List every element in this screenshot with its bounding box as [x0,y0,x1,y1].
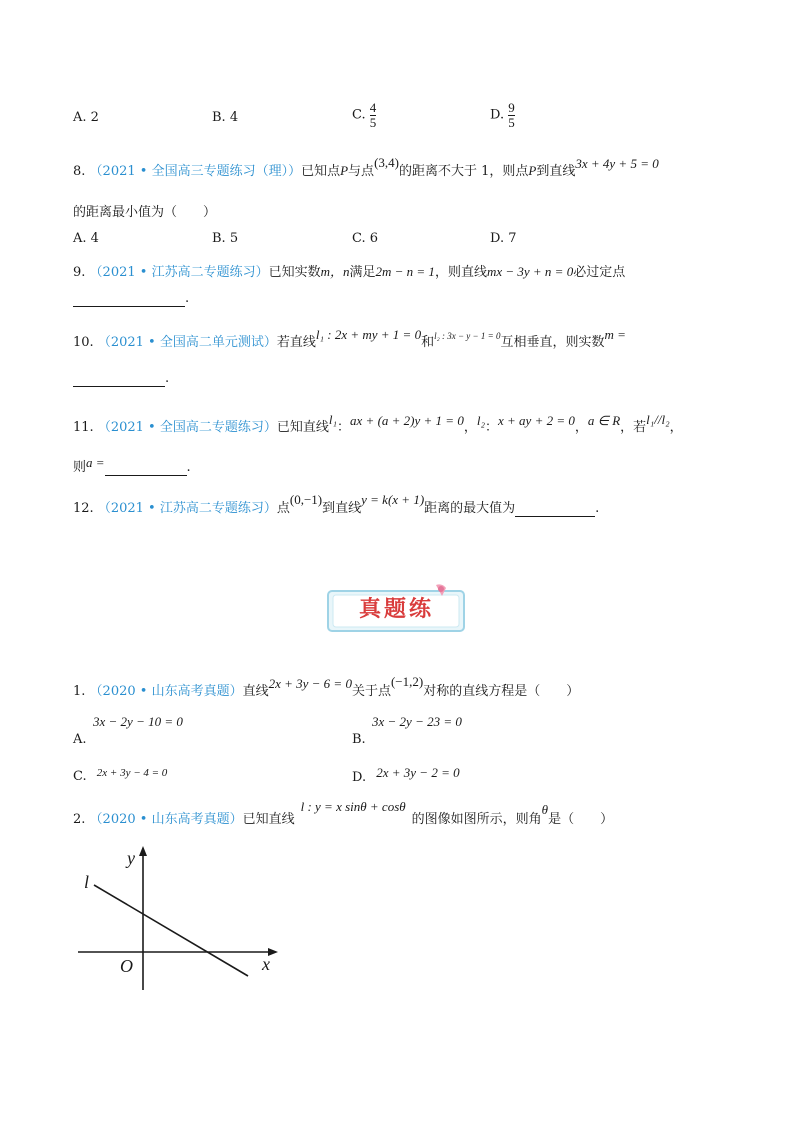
option-c-label: C. [73,769,87,784]
text: ： [484,420,498,435]
condition-equation: 2m − n = 1 [375,264,435,279]
question-source: （2020 • 山东高考真题） [89,684,243,699]
exam-q1-option-a [73,714,183,747]
text: ， [463,420,477,435]
q8-option-b: B. 5 [212,231,239,246]
text: ， [669,420,683,435]
y-axis-label: y [127,848,135,868]
question-source: （2021 • 全国高二专题练习） [97,420,277,435]
option-c-equation: 2x + 3y − 4 = 0 [96,767,168,779]
text: 满足 [349,265,376,280]
point-coords: (3,4) [374,155,399,170]
q8-option-d: D. 7 [490,231,517,246]
q7-option-c-label: C. [352,107,366,123]
variable-a: a = [86,455,105,470]
q7-option-d-fraction [508,101,515,129]
section-title: 真题练 [358,596,434,622]
exam-q1-option-c [73,765,168,784]
option-d-label: D. [352,770,367,785]
question-8-line2: 的距离最小值为（ ） [73,205,217,220]
condition: a ∈ R [587,413,621,428]
question-number: 10. [73,335,94,350]
text: 到直线 [322,501,362,516]
text: 的距离不大于 1，则点 [398,164,529,179]
point-p: P [340,163,349,178]
denominator: 5 [508,114,515,130]
text: . [165,371,170,386]
text: ， [574,420,588,435]
text: 对称的直线方程是（ ） [423,684,580,699]
point-coords: (−1,2) [390,674,424,689]
option-d-equation: 2x + 3y − 2 = 0 [376,765,460,780]
line-equation: 3x + 4y + 5 = 0 [575,156,659,171]
denominator: 5 [369,114,377,130]
text: 则 [73,460,87,475]
text: 已知直线 [276,420,329,435]
text: ： [337,420,351,435]
text: . [595,501,600,516]
q7-option-c [352,101,376,129]
line-l2-equation: l₂ : 3x − y − 1 = 0 [434,331,501,341]
question-source: （2021 • 江苏高二专题练习） [97,501,277,516]
text: 已知直线 [242,812,295,827]
line-l2-label: l₂ [476,413,485,428]
line-l1-equation: ax + (a + 2)y + 1 = 0 [350,413,464,428]
question-source: （2021 • 全国高三专题练习（理）） [89,164,302,179]
text: 和 [421,335,435,350]
variable-m: m = [604,327,626,342]
question-11 [73,412,683,435]
question-8 [73,155,659,179]
question-10-answer [73,371,169,387]
line-equation: y = k(x + 1) [361,492,425,507]
question-source: （2020 • 山东高考真题） [89,812,243,827]
text: 已知点 [301,164,341,179]
text: . [185,291,190,306]
line-graph-figure [72,840,287,995]
origin-label: O [120,956,133,976]
answer-blank [105,460,187,476]
point-p: P [528,163,537,178]
text: 到直线 [536,164,576,179]
line-l-label: l [84,872,90,892]
text: 的图像如图所示，则角 [411,812,542,827]
exam-question-1 [73,674,580,699]
question-11-answer [73,456,191,476]
text: 与点 [348,164,375,179]
line-equation: mx − 3y + n = 0 [486,264,574,279]
answer-blank [73,371,165,387]
text: 是（ ） [548,812,614,827]
line-equation: l : y = x sinθ + cosθ [300,799,406,814]
question-10 [73,327,626,350]
x-axis-label: x [262,954,270,974]
question-9 [73,261,625,280]
question-number: 12. [73,501,94,516]
exam-question-2 [73,799,614,827]
q7-option-b: B. 4 [212,110,239,125]
option-a-label: A. [73,732,87,747]
y-axis-arrow-icon [139,846,147,856]
option-b-equation: 3x − 2y − 23 = 0 [372,714,462,729]
line-l [94,885,248,976]
question-source: （2021 • 江苏高二专题练习） [89,265,269,280]
exam-q1-option-b [352,714,462,747]
question-9-answer [73,291,189,307]
line-l1-equation: l₁ : 2x + my + 1 = 0 [315,327,422,342]
q8-option-c: C. 6 [352,231,379,246]
answer-blank [73,291,185,307]
text: 点 [276,501,290,516]
text: ，则直线 [434,265,487,280]
question-number: 11. [73,420,94,435]
q7-option-d [490,101,515,129]
question-source: （2021 • 全国高二单元测试） [97,335,277,350]
angle-theta: θ [541,802,549,817]
text: . [186,460,191,475]
text: 若直线 [276,335,316,350]
line-l2-equation: x + ay + 2 = 0 [498,413,575,428]
text: 直线 [242,684,269,699]
text: 互相垂直，则实数 [500,335,605,350]
text: 距离的最大值为 [424,501,516,516]
option-a-equation: 3x − 2y − 10 = 0 [93,714,183,729]
question-12 [73,492,600,517]
parallel-condition: l₁//l₂ [646,412,670,427]
text: 已知实数 [268,265,321,280]
question-number: 1. [73,684,86,699]
question-number: 2. [73,812,86,827]
q7-option-d-label: D. [490,107,505,123]
exam-q1-option-d [352,765,460,785]
variables: m，n [320,264,350,279]
section-badge [324,583,469,635]
text: 必过定点 [573,265,626,280]
line-l1-label: l₁ [328,412,338,427]
q7-option-a: A. 2 [73,110,99,125]
question-number: 8. [73,164,86,179]
q8-option-a: A. 4 [73,231,99,246]
point-coords: (0,−1) [289,492,323,507]
text: ，若 [620,420,647,435]
text: 关于点 [351,684,391,699]
line-equation: 2x + 3y − 6 = 0 [268,676,352,691]
question-number: 9. [73,265,86,280]
numerator: 9 [508,100,515,115]
answer-blank [515,501,595,517]
q7-option-c-fraction [370,101,377,129]
numerator: 4 [369,100,377,115]
option-b-label: B. [352,732,366,747]
